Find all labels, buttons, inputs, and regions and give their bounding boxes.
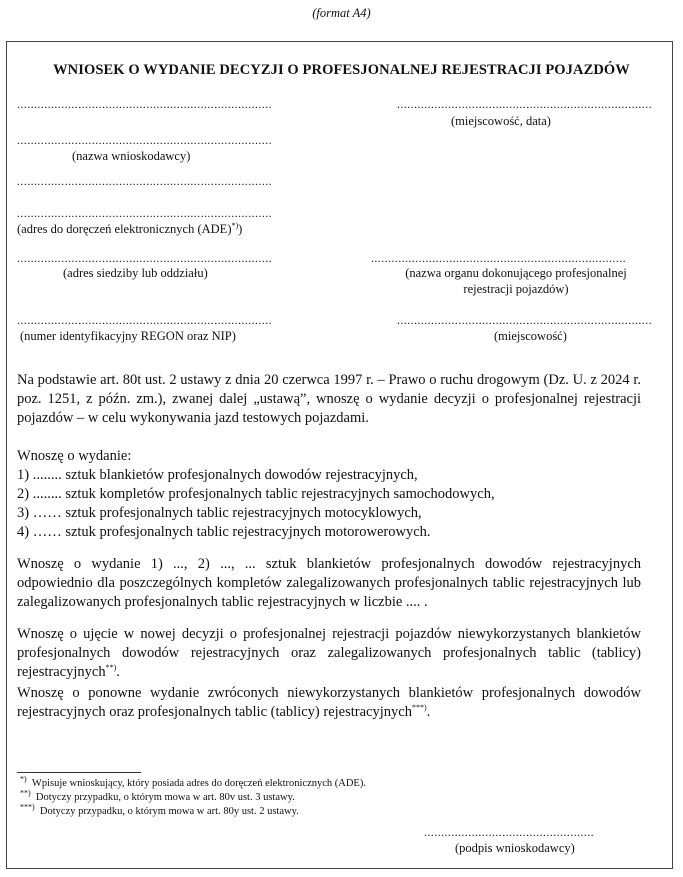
field-line-ade: ........................................................................... (17, 206, 272, 220)
label-organ: (nazwa organu dokonującego profesjonalnej rejestracji pojazdów) (405, 266, 627, 296)
format-note: (format A4) (312, 6, 371, 20)
label-applicant-name: (nazwa wnioskodawcy) (72, 149, 191, 163)
field-line-3: ........................................................................... (17, 174, 272, 188)
field-line-place: ........................................................................... (397, 313, 652, 327)
request-list (17, 447, 641, 542)
footnote: *) Wpisuje wnioskujący, który posiada adres do doręczeń elektronicznych (ADE). **) Dotyczy przypadku, o którym mowa w art. 80v ust. 3 ustawy. ***) Dotyczy przypadku, o którym mowa w art. 80y ust. 2 ustawy. (20, 774, 366, 817)
request-item: 2) ........ sztuk kompletów profesjonalnych tablic rejestracyjnych samochodowych, (17, 486, 495, 502)
label-place-date: (miejscowość, data) (451, 114, 551, 128)
field-line-applicant: ........................................................................... (17, 133, 272, 147)
paragraph-reissue: Wnoszę o ponowne wydanie zwróconych niewykorzystanych blankietów profesjonalnych dowodów rejestracyjnych oraz profesjonalnych tablic (tablicy) rejestracyjnych***). (17, 685, 641, 720)
paragraph-blanks: Wnoszę o wydanie 1) ..., 2) ..., ... sztuk blankietów profesjonalnych dowodów rejestracyjnych odpowiednio dla poszczególnych kompletów zalegalizowanych profesjonalnych tablic rejestracyjnych lub zalegalizowanych profesjonalnych tablic rejestracyjnych w liczbie .... . (17, 556, 641, 610)
footnote-separator (17, 772, 141, 773)
field-line-place-date: ........................................................................... (397, 97, 652, 111)
request-item: 3) …… sztuk profesjonalnych tablic rejestracyjnych motocyklowych, (17, 505, 422, 521)
label-regon-nip: (numer identyfikacyjny REGON oraz NIP) (20, 329, 236, 343)
signature-line: .................................................. (424, 825, 594, 839)
request-heading: Wnoszę o wydanie: (17, 448, 132, 464)
intro-paragraph: Na podstawie art. 80t ust. 2 ustawy z dnia 20 czerwca 1997 r. – Prawo o ruchu drogowym (Dz. U. z 2024 r. poz. 1251, z późn. zm.), zwanej dalej „ustawą”, wnoszę o wydanie decyzji o profesjonalnej rejestracji pojazdów – w celu wykonywania jazd testowych pojazdami. (17, 372, 641, 426)
label-branch-address: (adres siedziby lub oddziału) (63, 266, 208, 280)
field-line-regon: ........................................................................... (17, 313, 272, 327)
request-item: 4) …… sztuk profesjonalnych tablic rejestracyjnych motorowerowych. (17, 524, 431, 540)
label-ade-address: (adres do doręczeń elektronicznych (ADE)*)) (17, 220, 243, 236)
signature-label: (podpis wnioskodawcy) (455, 841, 575, 855)
field-line-organ: ........................................................................... (371, 251, 626, 265)
field-line-1: ........................................................................... (17, 97, 272, 111)
form-title: WNIOSEK O WYDANIE DECYZJI O PROFESJONALNEJ REJESTRACJI POJAZDÓW (53, 62, 630, 78)
paragraph-inclusion: Wnoszę o ujęcie w nowej decyzji o profesjonalnej rejestracji pojazdów niewykorzystanych blankietów profesjonalnych dowodów rejestracyjnych oraz zalegalizowanych profesjonalnych tablic (tablicy) rejestracyjnych**). (17, 626, 641, 680)
label-place: (miejscowość) (494, 329, 567, 343)
request-item: 1) ........ sztuk blankietów profesjonalnych dowodów rejestracyjnych, (17, 467, 418, 483)
field-line-branch: ........................................................................... (17, 251, 272, 265)
